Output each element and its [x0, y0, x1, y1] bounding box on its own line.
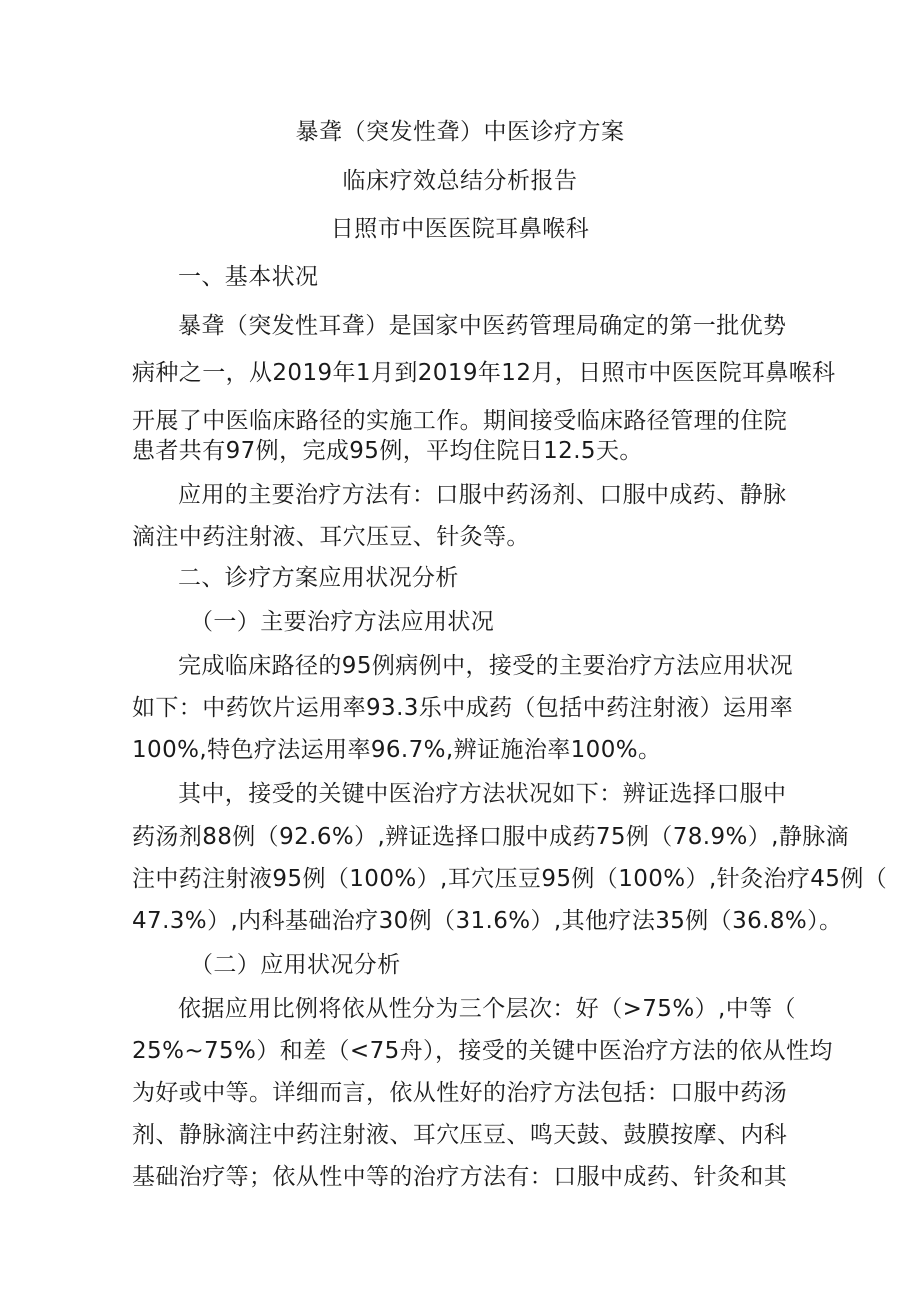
- paragraph-line: 基础治疗等；依从性中等的治疗方法有：口服中成药、针灸和其: [132, 1164, 788, 1190]
- paragraph-line: 其中，接受的关键中医治疗方法状况如下：辨证选择口服中: [178, 781, 787, 807]
- paragraph-line: 注中药注射液95例（100%）,耳穴压豆95例（100%）,针灸治疗45例（: [132, 866, 888, 892]
- paragraph-line: 完成临床路径的95例病例中，接受的主要治疗方法应用状况: [178, 653, 794, 679]
- paragraph-line: 应用的主要治疗方法有：口服中药汤剂、口服中成药、静脉: [178, 482, 787, 508]
- title-line-2: 临床疗效总结分析报告: [342, 168, 578, 194]
- paragraph-line: 如下：中药饮片运用率93.3乐中成药（包括中药注射液）运用率: [132, 695, 794, 721]
- paragraph-line: 剂、静脉滴注中药注射液、耳穴压豆、鸣天鼓、鼓膜按摩、内科: [132, 1122, 788, 1148]
- paragraph-line: 25%~75%）和差（<75舟），接受的关键中医治疗方法的依从性均: [132, 1038, 833, 1064]
- paragraph-line: 47.3%）,内科基础治疗30例（31.6%）,其他疗法35例（36.8%）。: [132, 908, 843, 934]
- subsection-2-heading: （二）应用状况分析: [190, 952, 401, 978]
- paragraph-line: 暴聋（突发性耳聋）是国家中医药管理局确定的第一批优势: [178, 313, 787, 339]
- paragraph-line: 100%,特色疗法运用率96.7%,辨证施治率100%。: [132, 737, 662, 763]
- paragraph-line: 依据应用比例将依从性分为三个层次：好（>75%）,中等（: [178, 996, 796, 1022]
- paragraph-line: 药汤剂88例（92.6%）,辨证选择口服中成药75例（78.9%）,静脉滴: [132, 824, 850, 850]
- title-line-1: 暴聋（突发性聋）中医诊疗方案: [295, 119, 625, 145]
- paragraph-line: 滴注中药注射液、耳穴压豆、针灸等。: [132, 524, 530, 550]
- paragraph-line: 患者共有97例，完成95例，平均住院日12.5天。: [132, 438, 643, 464]
- subsection-1-heading: （一）主要治疗方法应用状况: [190, 609, 495, 635]
- section-1-heading: 一、基本状况: [178, 264, 319, 290]
- section-2-heading: 二、诊疗方案应用状况分析: [178, 565, 459, 591]
- paragraph-line: 病种之一，从2019年1月到2019年12月，日照市中医医院耳鼻喉科: [132, 360, 836, 386]
- title-line-3: 日照市中医医院耳鼻喉科: [330, 216, 590, 242]
- paragraph-line: 开展了中医临床路径的实施工作。期间接受临床路径管理的住院: [132, 408, 788, 434]
- paragraph-line: 为好或中等。详细而言，依从性好的治疗方法包括：口服中药汤: [132, 1080, 788, 1106]
